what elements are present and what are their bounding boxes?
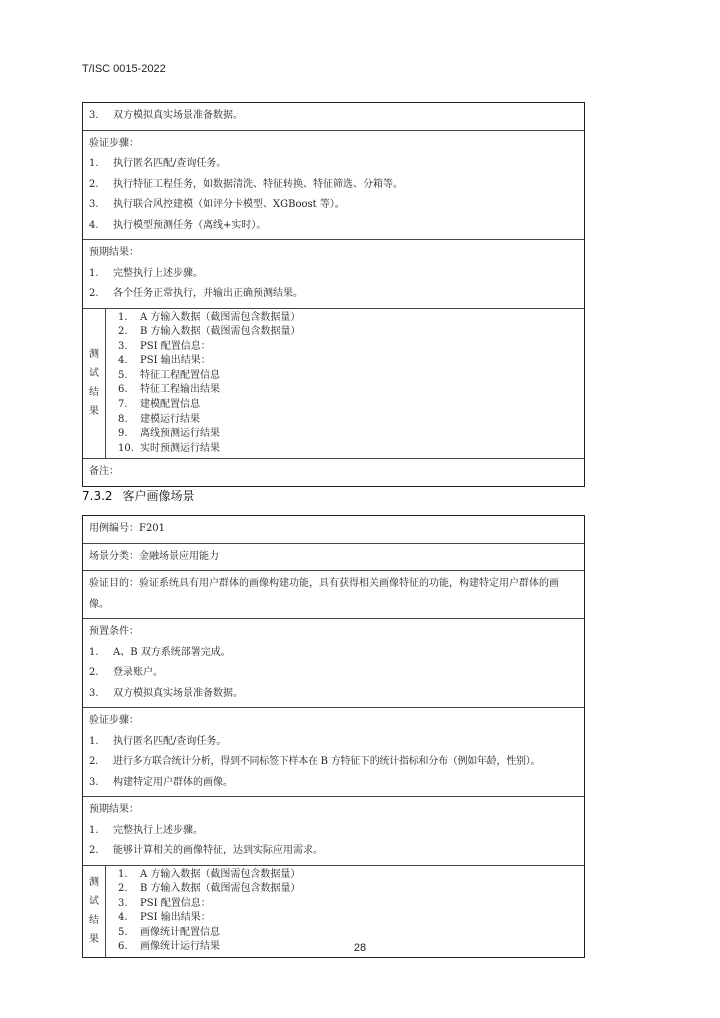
document-code: T/ISC 0015-2022: [82, 63, 166, 75]
list-item: 2. B 方输入数据（截图需包含数据量）: [118, 326, 301, 338]
list-item: 1. A 方输入数据（截图需包含数据量）: [118, 868, 301, 880]
list-item: 5. 特征工程配置信息: [118, 369, 220, 381]
list-item: 9. 离线预测运行结果: [118, 428, 220, 440]
list-item: 2. 登录账户。: [89, 667, 163, 678]
test-results: [83, 309, 584, 460]
list-item: 6. 画像统计运行结果: [118, 941, 220, 953]
verification-steps: 验证步骤： 1. 执行匿名匹配/查询任务。 2. 执行特征工程任务，如数据清洗、特征转换、特征筛选、分箱等。 3. 执行联合风控建模（如评分卡模型、XGBoost 等）。 4. 执行模型预测任务（离线+实时）。: [83, 131, 584, 241]
section-heading: 7.3.2 客户画像场景: [82, 489, 195, 503]
test-case-table-continued: [82, 102, 585, 487]
list-item: 2. 能够计算相关的画像特征，达到实际应用需求。: [89, 845, 323, 856]
list-item: 3. 构建特定用户群体的画像。: [89, 776, 233, 788]
list-item: 4. PSI 输出结果：: [118, 912, 211, 924]
list-item: 1. A 方输入数据（截图需包含数据量）: [118, 311, 301, 323]
list-item: 1. 执行匿名匹配/查询任务。: [89, 735, 227, 747]
list-item: 1. 完整执行上述步骤。: [89, 267, 203, 279]
expected-results: 预期结果： 1. 完整执行上述步骤。 2. 能够计算相关的画像特征，达到实际应用需求。: [83, 797, 584, 866]
list-item: 2. 各个任务正常执行，并输出正确预测结果。: [89, 288, 303, 299]
list-item: 2. 执行特征工程任务，如数据清洗、特征转换、特征筛选、分箱等。: [89, 178, 403, 190]
preconditions: 预置条件： 1. A、B 双方系统部署完成。 2. 登录账户。 3. 双方模拟真实场景准备数据。: [83, 619, 584, 708]
test-results-label: 测 试 结 果: [83, 309, 106, 459]
list-item: 4. PSI 输出结果：: [118, 355, 211, 367]
list-item: 3. 执行联合风控建模（如评分卡模型、XGBoost 等）。: [89, 199, 345, 210]
preconditions-tail: 3. 双方模拟真实场景准备数据。: [83, 103, 584, 131]
notes: 备注：: [89, 466, 119, 478]
list-item: 1. A、B 双方系统部署完成。: [89, 646, 231, 658]
case-id: 用例编号：F201: [83, 516, 584, 544]
list-item: 3. PSI 配置信息：: [118, 897, 211, 909]
page-number: 28: [353, 942, 367, 954]
list-item: 3. 双方模拟真实场景准备数据。: [89, 687, 243, 699]
list-item: 3. PSI 配置信息：: [118, 340, 211, 352]
list-item: 2. 进行多方联合统计分析，得到不同标签下样本在 B 方特征下的统计指标和分布（例如年龄，性别）。: [89, 756, 541, 767]
test-case-table-f201: [82, 515, 585, 958]
verification-purpose: 验证目的：验证系统具有用户群体的画像构建功能，具有获得相关画像特征的功能，构建特定用户群体的画像。: [83, 571, 584, 619]
list-item: 4. 执行模型预测任务（离线+实时）。: [89, 219, 267, 231]
test-results-label: 测 试 结 果: [83, 866, 106, 958]
verification-steps: 验证步骤： 1. 执行匿名匹配/查询任务。 2. 进行多方联合统计分析，得到不同标签下样本在 B 方特征下的统计指标和分布（例如年龄，性别）。 3. 构建特定用户群体的画像。: [83, 708, 584, 797]
list-item: 1. 执行匿名匹配/查询任务。: [89, 158, 227, 169]
list-item: 10. 实时预测运行结果: [118, 442, 220, 454]
list-item: 7. 建模配置信息: [118, 399, 200, 411]
list-item: 6. 特征工程输出结果: [118, 384, 220, 396]
scenario-category: 场景分类：金融场景应用能力: [83, 544, 584, 572]
list-item: 8. 建模运行结果: [118, 413, 200, 425]
list-item: 2. B 方输入数据（截图需包含数据量）: [118, 883, 301, 895]
list-item: 1. 完整执行上述步骤。: [89, 824, 203, 836]
list-item: 5. 画像统计配置信息: [118, 926, 220, 938]
expected-results: 预期结果： 1. 完整执行上述步骤。 2. 各个任务正常执行，并输出正确预测结果。: [83, 240, 584, 309]
